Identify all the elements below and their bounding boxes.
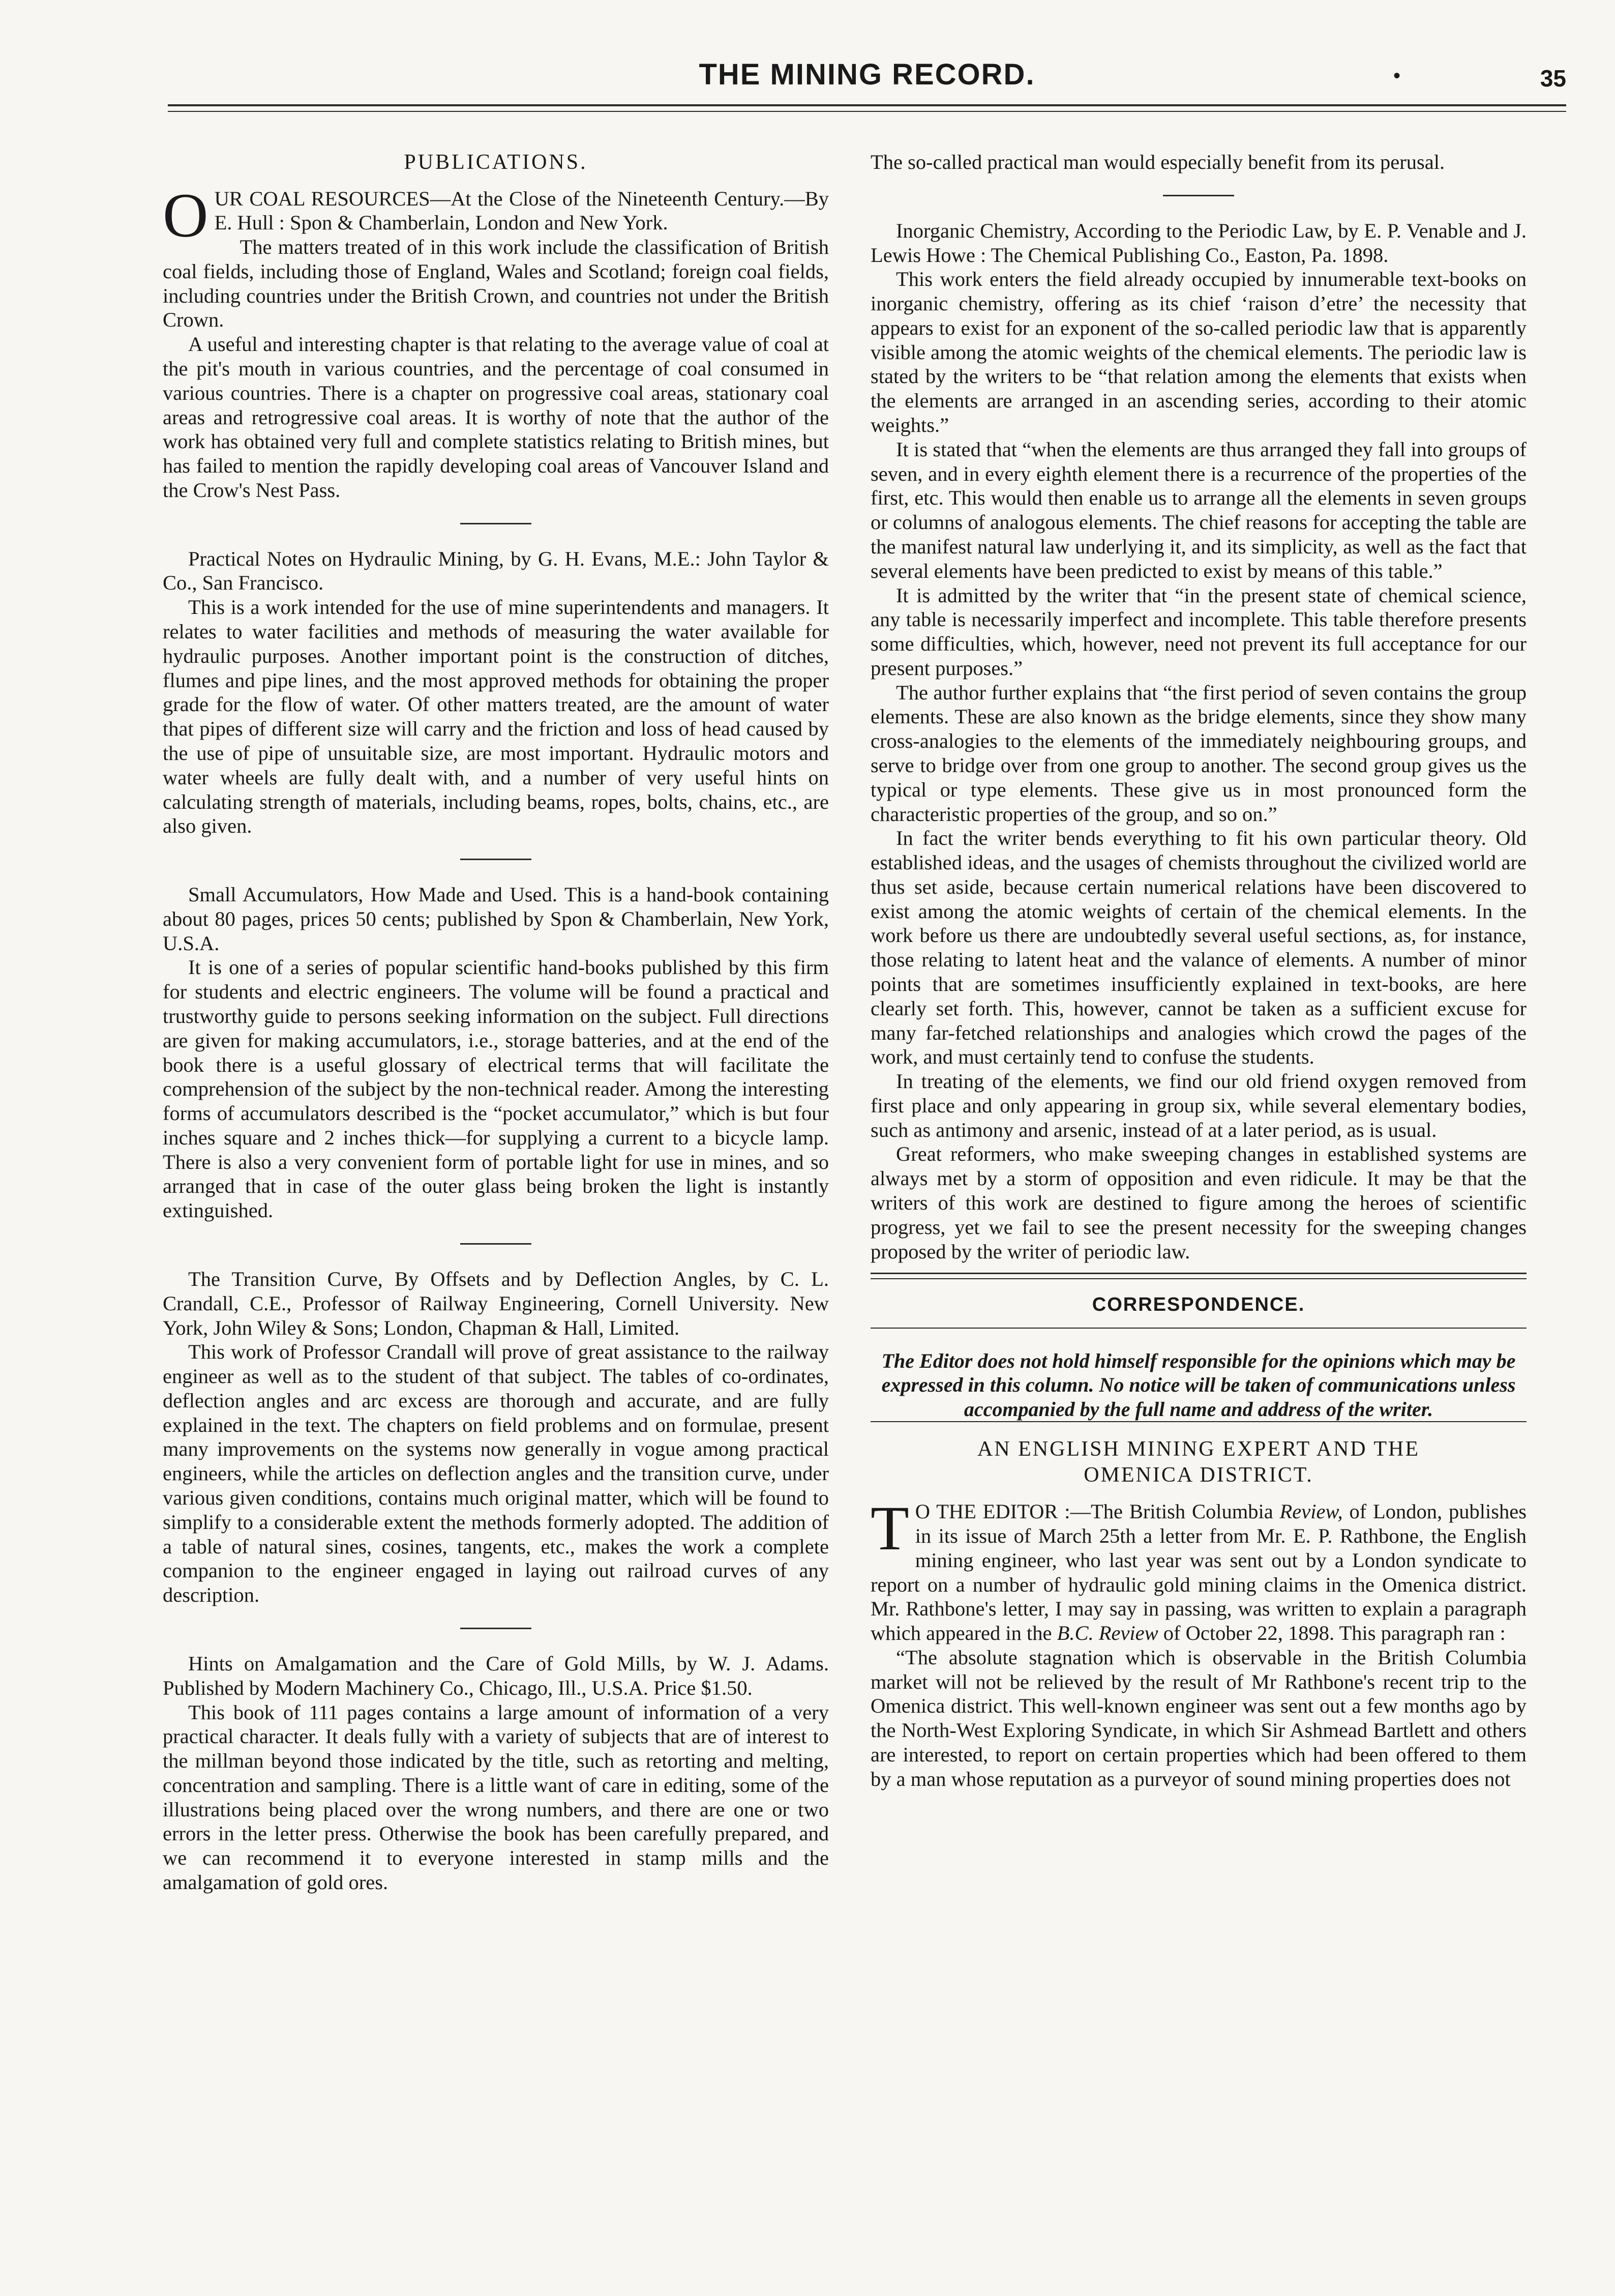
publication-name: B.C. Review xyxy=(1057,1622,1158,1645)
review-paragraph: It is stated that “when the elements are thus arranged they fall into groups of seven, and in every eighth element there is a recurrence of the properties of the first, etc. This would then enable us to arrange all the elements in seven groups or columns of analogous elements. The chief reasons for accepting the table are the manifest natural law underlying it, and its simplicity, as well as the fact that several elements have been predicted to exist by means of this table.” xyxy=(871,437,1527,582)
header-rule-thick xyxy=(168,104,1566,106)
review-paragraph: The matters treated of in this work include the classification of British coal fields, including those of England, Wales and Scotland; foreign coal fields, including countries under the British Crown, and countries not under the British Crown. xyxy=(163,236,829,332)
separator-rule xyxy=(460,859,531,860)
review-small-accumulators xyxy=(163,882,829,1223)
review-paragraph: It is admitted by the writer that “in the present state of chemical science, any table is necessarily imperfect and incomplete. This table therefore presents some difficulties, which, however, need not prevent its full acceptance for our present purposes.” xyxy=(871,583,1527,680)
review-paragraph: A useful and interesting chapter is that relating to the average value of coal at the pit's mouth in various countries, and the percentage of coal consumed in various countries. There is a chapter on progressive coal areas, stationary coal areas and retrogressive coal areas. It is worthy of note that the author of the work has obtained very full and complete statistics relating to British mines, but has failed to mention the rapidly developing coal areas of Vancouver Island and the Crow's Nest Pass. xyxy=(163,333,829,502)
review-amalgamation xyxy=(163,1652,829,1895)
review-citation: Inorganic Chemistry, According to the Periodic Law, by E. P. Venable and J. Lewis Howe : The Chemical Publishing Co., Easton, Pa. 1898. xyxy=(871,219,1527,267)
article-title-line: AN ENGLISH MINING EXPERT AND THE xyxy=(977,1437,1420,1461)
separator-rule xyxy=(460,1243,531,1245)
publication-name: Review, xyxy=(1279,1500,1343,1523)
review-paragraph: This is a work intended for the use of mine superintendents and managers. It relates to water facilities and methods of measuring the water available for hydraulic purposes. Another important point is the construction of ditches, flumes and pipe lines, and the most approved methods for obtaining the proper grade for the flow of water. Of other matters treated, are the amount of water that pipes of different size will carry and the friction and loss of head caused by the use of pipe of unsuitable size, are most important. Hydraulic motors and water wheels are fully dealt with, and a number of very useful hints on calculating strength of materials, including beams, ropes, bolts, chains, etc., are also given. xyxy=(163,596,829,838)
article-title-line: OMENICA DISTRICT. xyxy=(1084,1463,1313,1487)
review-citation: The Transition Curve, By Offsets and by Deflection Angles, by C. L. Crandall, C.E., Professor of Railway Engineering, Cornell University. New York, John Wiley & Sons; London, Chapman & Hall, Limited. xyxy=(163,1268,829,1339)
review-hydraulic-mining xyxy=(163,547,829,838)
review-paragraph: The author further explains that “the first period of seven contains the group elements. These are also known as the bridge elements, since they show many cross-analogies to the elements of the immediately neighbouring groups, and serve to bridge over from one group to another. The second group gives us the typical or type elements. These give us in most pronounced form the characteristic properties of the group, and so on.” xyxy=(871,681,1527,826)
review-citation: UR COAL RESOURCES—At the Close of the Nineteenth Century.—By E. Hull : Spon & Chamberlain, London and New York. xyxy=(214,187,829,234)
review-citation: Small Accumulators, How Made and Used. This is a hand-book containing about 80 pages, prices 50 cents; published by Spon & Chamberlain, New York, U.S.A. xyxy=(163,883,829,955)
letter-text: of London, publishes in its issue of March 25th a letter from Mr. E. P. Rathbone, the English mining engineer, who last year was sent out by a London syndicate to report on a number of hydraulic gold mining claims in the Omenica district. Mr. Rathbone's letter, I may say in passing, was written to explain a paragraph which appeared in the xyxy=(871,1500,1527,1645)
letter-quote: “The absolute stagnation which is observable in the British Columbia market will not be relieved by the result of Mr Rathbone's recent trip to the Omenica district. This well-known engineer was sent out a few months ago by the North-West Exploring Syndicate, in which Sir Ashmead Bartlett and others are interested, to report on certain properties which had been offered to them by a man whose reputation as a purveyor of sound mining properties does not xyxy=(871,1645,1527,1790)
drop-cap: O xyxy=(163,180,208,250)
editor-disclaimer: The Editor does not hold himself responsible for the opinions which may be expressed in this column. No notice will be taken of communications unless accompanied by the full name and address of the writer. xyxy=(881,1349,1516,1421)
review-paragraph: It is one of a series of popular scientific hand-books published by this firm for students and electric engineers. The volume will be found a practical and trustworthy guide to persons seeking information on the subject. Full directions are given for making accumulators, i.e., storage batteries, and at the end of the book there is a useful glossary of electrical terms that will facilitate the comprehension of the subject by the non-technical reader. Among the interesting forms of accumulators described is the “pocket accumulator,” which is but four inches square and 2 inches thick—for supplying a current to a bicycle lamp. There is also a very convenient form of portable light for use in mines, and so arranged that in case of the outer glass being broken the light is instantly extinguished. xyxy=(163,956,829,1222)
separator-rule xyxy=(1163,195,1234,196)
header-rule-thin xyxy=(168,111,1566,112)
disclaimer-rule xyxy=(871,1421,1527,1422)
review-citation: Hints on Amalgamation and the Care of Gold Mills, by W. J. Adams. Published by Modern Machinery Co., Chicago, Ill., U.S.A. Price $1.50. xyxy=(163,1652,829,1699)
article-title xyxy=(871,1436,1527,1488)
section-title-publications: PUBLICATIONS. xyxy=(404,151,588,174)
right-column xyxy=(871,150,1527,1791)
drop-cap: T xyxy=(871,1493,909,1564)
separator-rule xyxy=(460,1628,531,1629)
review-paragraph: In treating of the elements, we find our old friend oxygen removed from first place and only appearing in group six, while several elementary bodies, such as antimony and arsenic, instead of at a later period, as is usual. xyxy=(871,1070,1527,1141)
review-paragraph: This work enters the field already occupied by innumerable text-books on inorganic chemistry, offering as its chief ‘raison d’etre’ the necessity that appears to exist for an exponent of the so-called periodic law that is apparently visible among the atomic weights of the chemical elements. The periodic law is stated by the writers to be “that relation among the elements that exists when the elements are arranged in an ascending series, according to their atomic weights.” xyxy=(871,268,1527,437)
review-paragraph: This book of 111 pages contains a large amount of information of a very practical character. It deals fully with a variety of subjects that are of interest to the millman beyond those indicated by the title, such as retorting and melting, concentration and sampling. There is a little want of care in editing, some of the illustrations being placed over the wrong numbers, and there are one or two errors in the letter press. Otherwise the book has been carefully prepared, and we can recommend it to everyone interested in stamp mills and the amalgamation of gold ores. xyxy=(163,1700,829,1894)
review-paragraph: Great reformers, who make sweeping changes in established systems are always met by a storm of opposition and even ridicule. It may be that the writers of this work are destined to figure among the heroes of scientific progress, yet we fail to see the present necessity for the sweeping changes proposed by the writer of periodic law. xyxy=(871,1142,1527,1263)
continued-text: The so-called practical man would especially benefit from its perusal. xyxy=(871,151,1445,173)
letter-to-editor xyxy=(871,1493,1527,1791)
review-transition-curve xyxy=(163,1267,829,1607)
masthead xyxy=(168,53,1566,109)
review-coal-resources xyxy=(163,180,829,503)
review-inorganic-chemistry xyxy=(871,219,1527,1264)
letter-text: of October 22, 1898. This paragraph ran : xyxy=(1158,1622,1506,1645)
page-number: 35 xyxy=(1540,65,1566,92)
separator-rule xyxy=(460,523,531,524)
review-citation: Practical Notes on Hydraulic Mining, by G. H. Evans, M.E.: John Taylor & Co., San Francisco. xyxy=(163,547,829,595)
review-paragraph: In fact the writer bends everything to fit his own particular theory. Old established ideas, and the usages of chemists throughout the civilized world are thus set aside, because certain numerical relations have been discovered to exist among the atomic weights of certain of the chemical elements. In the work before us there are undoubtedly several useful sections, as, for instance, those relating to latent heat and the valance of elements. A number of minor points that are sometimes insufficiently explained in text-books, are here clearly set forth. This, however, cannot be taken as a sufficient excuse for many far-fetched relationships and analogies which crowd the pages of the work, and must certainly tend to confuse the students. xyxy=(871,827,1527,1069)
correspondence-double-rule xyxy=(871,1273,1527,1279)
review-paragraph: This work of Professor Crandall will prove of great assistance to the railway engineer as well as to the student of that subject. The tables of co-ordinates, deflection angles and arc excess are thorough and accurate, and are fully explained in the text. The chapters on field problems and on formulae, present many improvements on the systems now generally in vogue among practical engineers, while the articles on deflection angles and the transition curve, under various given conditions, contains much original matter, which will be found to simplify to a considerable extent the methods formerly adopted. The addition of a table of natural sines, cosines, tangents, etc., makes the work a complete companion to the engineer engaged in laying out railroad curves of any description. xyxy=(163,1340,829,1607)
bullet-mark: • xyxy=(1393,64,1401,87)
letter-text: O THE EDITOR :—The British Columbia xyxy=(915,1500,1280,1523)
correspondence-rule xyxy=(871,1328,1527,1329)
correspondence-heading: CORRESPONDENCE. xyxy=(1092,1294,1305,1316)
journal-title: THE MINING RECORD. xyxy=(699,58,1035,91)
left-column xyxy=(163,150,829,1895)
